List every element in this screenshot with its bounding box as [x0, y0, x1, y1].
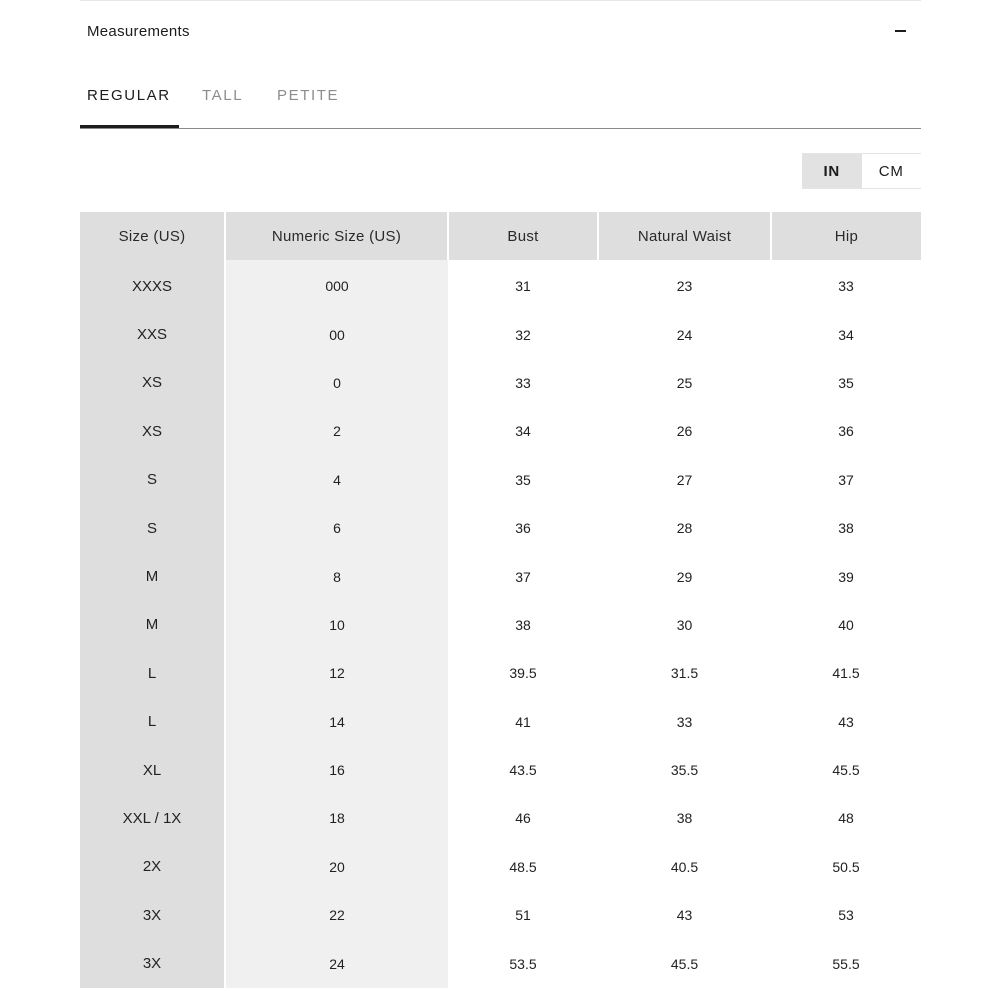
cell-numeric-size: 2: [225, 407, 448, 455]
cell-size: 3X: [80, 939, 225, 987]
section-title: Measurements: [87, 22, 190, 40]
header-natural-waist: Natural Waist: [598, 212, 771, 260]
cell-natural-waist: 33: [676, 713, 693, 730]
table-row: [80, 649, 921, 697]
tab-petite[interactable]: PETITE: [277, 87, 340, 104]
cell-numeric-size: 22: [225, 891, 448, 939]
cell-natural-waist: 24: [676, 326, 693, 343]
size-chart: [80, 212, 921, 988]
cell-hip: 33: [838, 278, 854, 295]
cell-numeric-size: 4: [225, 456, 448, 504]
cell-bust: 31: [515, 278, 531, 295]
cell-numeric-size: 20: [225, 843, 448, 891]
cell-numeric-size: 14: [225, 698, 448, 746]
cell-numeric-size: 00: [225, 310, 448, 358]
cell-natural-waist: 38: [676, 810, 693, 827]
table-row: [80, 407, 921, 455]
table-row: [80, 260, 921, 310]
cell-size: XXXS: [80, 260, 225, 310]
cell-hip: 40: [838, 616, 854, 633]
collapse-button[interactable]: [888, 19, 912, 43]
cell-hip: 35: [838, 374, 854, 391]
table-row: [80, 746, 921, 794]
cell-natural-waist: 43: [676, 907, 693, 924]
cell-numeric-size: 6: [225, 504, 448, 552]
table-header-row: [80, 212, 921, 260]
cell-size: XXL / 1X: [80, 794, 225, 842]
cell-size: 3X: [80, 891, 225, 939]
unit-cm-button[interactable]: CM: [878, 162, 904, 180]
tab-tall[interactable]: TALL: [202, 87, 244, 104]
cell-bust: 38: [515, 616, 531, 633]
cell-hip: 50.5: [832, 858, 860, 875]
measurements-panel: [80, 0, 921, 1000]
table-row: [80, 891, 921, 939]
cell-hip: 34: [838, 326, 854, 343]
cell-hip: 36: [838, 423, 854, 440]
cell-numeric-size: 16: [225, 746, 448, 794]
cell-hip: 55.5: [832, 955, 860, 972]
cell-hip: 37: [838, 471, 854, 488]
tab-regular[interactable]: REGULAR: [87, 87, 171, 104]
header-hip: Hip: [771, 212, 921, 260]
cell-hip: 48: [838, 810, 854, 827]
cell-natural-waist: 30: [676, 616, 693, 633]
cell-natural-waist: 35.5: [670, 762, 699, 779]
table-row: [80, 601, 921, 649]
table-row: [80, 552, 921, 600]
cell-bust: 35: [515, 471, 531, 488]
cell-natural-waist: 40.5: [670, 858, 699, 875]
cell-numeric-size: 8: [225, 552, 448, 600]
table-row: [80, 504, 921, 552]
cell-size: XS: [80, 359, 225, 407]
table-row: [80, 698, 921, 746]
size-table: [80, 212, 921, 988]
cell-numeric-size: 10: [225, 601, 448, 649]
cell-size: S: [80, 456, 225, 504]
active-tab-indicator: [80, 125, 179, 128]
unit-in-button[interactable]: IN: [802, 154, 862, 188]
cell-bust: 36: [515, 520, 531, 537]
header-bust: Bust: [448, 212, 598, 260]
cell-bust: 33: [515, 374, 531, 391]
cell-numeric-size: 18: [225, 794, 448, 842]
cell-size: XS: [80, 407, 225, 455]
cell-numeric-size: 12: [225, 649, 448, 697]
cell-numeric-size: 0: [225, 359, 448, 407]
cell-natural-waist: 26: [676, 423, 693, 440]
unit-toggle: [802, 153, 921, 189]
cell-size: XXS: [80, 310, 225, 358]
cell-hip: 39: [838, 568, 854, 585]
cell-hip: 41.5: [832, 665, 860, 682]
cell-natural-waist: 25: [676, 374, 693, 391]
cell-bust: 48.5: [509, 858, 537, 875]
cell-natural-waist: 28: [676, 520, 693, 537]
cell-natural-waist: 29: [676, 568, 693, 585]
table-row: [80, 939, 921, 987]
cell-bust: 51: [515, 907, 531, 924]
cell-bust: 43.5: [509, 762, 537, 779]
cell-bust: 37: [515, 568, 531, 585]
cell-natural-waist: 23: [676, 278, 693, 295]
cell-bust: 41: [515, 713, 531, 730]
cell-bust: 39.5: [509, 665, 537, 682]
table-row: [80, 843, 921, 891]
cell-numeric-size: 000: [225, 260, 448, 310]
table-row: [80, 359, 921, 407]
cell-hip: 38: [838, 520, 854, 537]
cell-hip: 53: [838, 907, 854, 924]
table-row: [80, 794, 921, 842]
cell-hip: 45.5: [832, 762, 860, 779]
table-row: [80, 456, 921, 504]
cell-natural-waist: 27: [676, 471, 693, 488]
cell-size: S: [80, 504, 225, 552]
table-row: [80, 310, 921, 358]
header-size: Size (US): [80, 212, 225, 260]
cell-size: XL: [80, 746, 225, 794]
cell-size: M: [80, 601, 225, 649]
cell-size: L: [80, 649, 225, 697]
measurements-header[interactable]: [80, 12, 921, 50]
cell-size: L: [80, 698, 225, 746]
cell-bust: 34: [515, 423, 531, 440]
cell-hip: 43: [838, 713, 854, 730]
cell-numeric-size: 24: [225, 939, 448, 987]
top-divider: [80, 0, 921, 1]
cell-natural-waist: 45.5: [670, 955, 699, 972]
cell-bust: 53.5: [509, 955, 537, 972]
header-numeric-size: Numeric Size (US): [225, 212, 448, 260]
cell-bust: 46: [515, 810, 531, 827]
minus-icon: [895, 30, 906, 32]
cell-size: M: [80, 552, 225, 600]
fit-tabs: [80, 78, 921, 129]
cell-size: 2X: [80, 843, 225, 891]
cell-bust: 32: [515, 326, 531, 343]
cell-natural-waist: 31.5: [670, 665, 699, 682]
